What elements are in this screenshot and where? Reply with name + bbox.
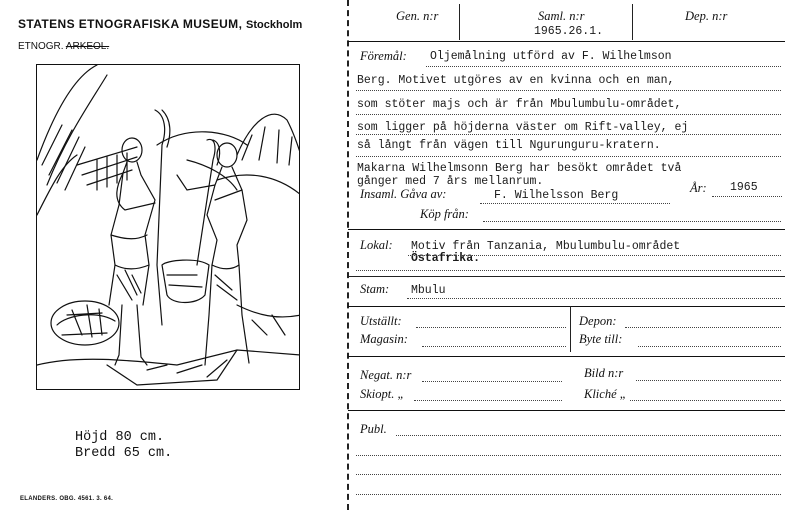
- skiopt-label: Skiopt. „: [360, 387, 405, 401]
- utstallt-label: Utställt:: [360, 314, 402, 328]
- dotted-rule: [396, 435, 781, 436]
- painting-dimensions: [75, 430, 172, 462]
- painting-height: Höjd 80 cm.: [75, 430, 165, 445]
- foremal-label: Föremål:: [360, 49, 407, 63]
- stam-value: Mbulu: [411, 284, 446, 297]
- row-rule: [348, 41, 785, 42]
- column-separator: [570, 306, 571, 352]
- painting-sketch: [36, 64, 300, 390]
- gen-saml-separator: [459, 4, 460, 40]
- stam-label: Stam:: [360, 282, 390, 296]
- foremal-line-5: så långt från vägen till Ngurunguru-kratern.: [357, 139, 661, 152]
- printer-imprint: ELANDERS. OBG. 4561. 3. 64.: [20, 496, 114, 502]
- negat-label: Negat. n:r: [360, 368, 412, 382]
- foremal-line-6: Makarna Wilhelmsonn Berg har besökt området två: [357, 162, 682, 175]
- dotted-rule: [416, 327, 566, 328]
- lokal-value-2: Östafrika.: [411, 252, 481, 265]
- dotted-rule: [480, 203, 670, 204]
- byte-label: Byte till:: [579, 332, 623, 346]
- dotted-rule: [356, 455, 781, 456]
- row-rule: [348, 356, 785, 357]
- dotted-rule: [356, 114, 781, 115]
- dotted-rule: [638, 346, 781, 347]
- dotted-rule: [426, 66, 781, 67]
- saml-nr-label: Saml. n:r: [538, 9, 585, 23]
- card-divider: [347, 0, 349, 510]
- gen-nr-label: Gen. n:r: [396, 9, 439, 23]
- insaml-label: Insaml. Gåva av:: [360, 187, 447, 201]
- painting-width: Bredd 65 cm.: [75, 446, 173, 461]
- dotted-rule: [356, 156, 781, 157]
- insaml-value: F. Wilhelsson Berg: [494, 189, 619, 202]
- dotted-rule: [407, 298, 781, 299]
- row-rule: [348, 276, 785, 277]
- dep-nr-label: Dep. n:r: [685, 9, 728, 23]
- lokal-value: Motiv från Tanzania, Mbulumbulu-området: [411, 240, 681, 253]
- dotted-rule: [356, 270, 781, 271]
- foremal-line-4: som ligger på höjderna väster om Rift-valley, ej: [357, 121, 689, 134]
- department-etnogr: ETNOGR.: [18, 41, 64, 52]
- painting-illustration: [37, 65, 300, 390]
- bild-label: Bild n:r: [584, 366, 624, 380]
- dotted-rule: [356, 90, 781, 91]
- dotted-rule: [422, 381, 562, 382]
- kop-label: Köp från:: [420, 207, 469, 221]
- dotted-rule: [422, 346, 566, 347]
- saml-nr-value: 1965.26.1.: [534, 25, 604, 38]
- museum-title: STATENS ETNOGRAFISKA MUSEUM,: [18, 17, 243, 31]
- foremal-line-7: gånger med 7 års mellanrum.: [357, 175, 544, 188]
- dotted-rule: [625, 327, 781, 328]
- foremal-line-2: Berg. Motivet utgöres av en kvinna och en man,: [357, 74, 675, 87]
- museum-city: Stockholm: [246, 19, 303, 31]
- kliche-label: Kliché „: [584, 387, 627, 401]
- department-arkeol-struck: ARKEOL.: [65, 41, 110, 52]
- dotted-rule: [630, 400, 781, 401]
- dotted-rule: [356, 134, 781, 135]
- ar-label: År:: [690, 181, 707, 195]
- row-rule: [348, 229, 785, 230]
- dotted-rule: [483, 221, 781, 222]
- dotted-rule: [712, 196, 782, 197]
- museum-name: [18, 17, 302, 31]
- ar-value: 1965: [730, 181, 758, 194]
- depon-label: Depon:: [579, 314, 617, 328]
- department-line: [18, 41, 109, 52]
- dotted-rule: [414, 400, 562, 401]
- dotted-rule: [356, 474, 781, 475]
- foremal-line-3: som stöter majs och är från Mbulumbulu-området,: [357, 98, 682, 111]
- dotted-rule: [636, 380, 781, 381]
- dotted-rule: [408, 255, 781, 256]
- row-rule: [348, 410, 785, 411]
- magasin-label: Magasin:: [360, 332, 408, 346]
- lokal-label: Lokal:: [360, 238, 393, 252]
- foremal-line-1: Oljemålning utförd av F. Wilhelmson: [430, 50, 672, 63]
- publ-label: Publ.: [360, 422, 387, 436]
- row-rule: [348, 306, 785, 307]
- dotted-rule: [356, 494, 781, 495]
- saml-dep-separator: [632, 4, 633, 40]
